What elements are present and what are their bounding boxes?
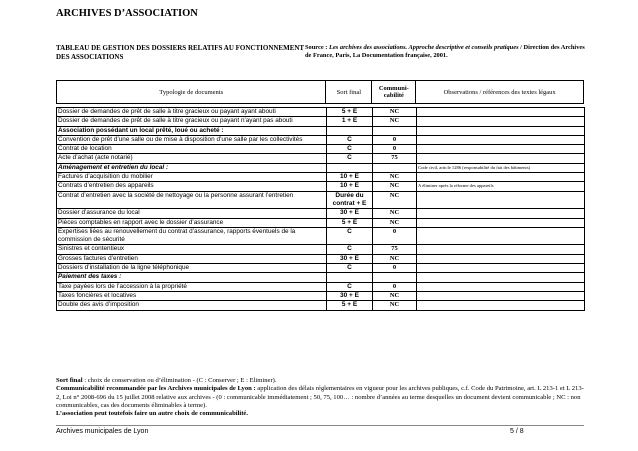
cell-observations xyxy=(417,254,585,263)
table-row xyxy=(57,145,585,154)
cell-communicabilite: 0 xyxy=(373,135,417,144)
cell-communicabilite: NC xyxy=(373,291,417,300)
notes xyxy=(56,377,584,418)
cell-communicabilite: NC xyxy=(373,254,417,263)
cell-observations: A éliminer après la réforme des appareils xyxy=(417,182,585,191)
note-communicabilite: Communicabilité recommandée par les Archives municipales de Lyon : application des délais réglementaires en vigueur pour les archives publiques, c.f. Code du Patrimoine, art. L 213-1 et L 213-2, Loi n° 2008-696 du 15 juillet 2008 relative aux archives - (0 : communicable immédiatement ; 50, 75, 100… : nombre d’années au terme desquelles un document devient communicable ; NC : non communicables, cas des documents éliminables à terme). xyxy=(56,385,584,409)
note-choice: L’association peut toutefois faire un autre choix de communicabilité. xyxy=(56,410,249,418)
header-typologie: Typologie de documents xyxy=(57,81,326,104)
cell-observations xyxy=(417,282,585,291)
cell-communicabilite: 75 xyxy=(373,154,417,163)
cell-sort: C xyxy=(327,264,373,273)
cell-typologie: Dossier de demandes de prêt de salle à titre gracieux ou payant n'ayant pas abouti xyxy=(57,117,327,126)
source-label: Source : xyxy=(305,44,328,51)
cell-typologie: Dossier d’assurance du local xyxy=(57,209,327,218)
source-reference xyxy=(305,44,590,61)
source-title: Les archives des associations. Approche descriptive et conseils pratiques xyxy=(329,44,519,51)
cell-sort xyxy=(327,126,373,135)
document-title: ARCHIVES D’ASSOCIATION xyxy=(56,8,198,19)
table-row xyxy=(57,135,585,144)
cell-sort: C xyxy=(327,154,373,163)
cell-typologie: Acte d’achat (acte notarié) xyxy=(57,154,327,163)
cell-observations xyxy=(417,173,585,182)
cell-communicabilite: NC xyxy=(373,218,417,227)
cell-sort: 10 + E xyxy=(327,173,373,182)
cell-communicabilite xyxy=(373,163,417,172)
cell-observations xyxy=(417,117,585,126)
table-row xyxy=(57,173,585,182)
cell-observations xyxy=(417,126,585,135)
cell-typologie: Double des avis d’imposition xyxy=(57,301,327,310)
table-row xyxy=(57,182,585,191)
cell-communicabilite: NC xyxy=(373,301,417,310)
cell-sort xyxy=(327,163,373,172)
cell-communicabilite xyxy=(373,126,417,135)
cell-communicabilite: NC xyxy=(373,117,417,126)
cell-communicabilite: 0 xyxy=(373,264,417,273)
cell-typologie: Taxe payées lors de l’accession à la propriété xyxy=(57,282,327,291)
cell-communicabilite: NC xyxy=(373,182,417,191)
table-header xyxy=(56,80,584,104)
cell-communicabilite xyxy=(373,273,417,282)
cell-communicabilite: 0 xyxy=(373,282,417,291)
table-row xyxy=(57,126,585,135)
cell-sort: Durée du contrat + E xyxy=(327,191,373,209)
cell-typologie: Taxes foncières et locatives xyxy=(57,291,327,300)
table-row xyxy=(57,273,585,282)
cell-typologie: Dossier de demandes de prêt de salle à titre gracieux ou payant ayant abouti xyxy=(57,108,327,117)
table-row xyxy=(57,291,585,300)
header-communicabilite: Communi-cabilité xyxy=(372,81,416,104)
cell-typologie: Expertises liées au renouvellement du contrat d’assurance, rapports éventuels de la commission de sécurité xyxy=(57,227,327,245)
table-row xyxy=(57,191,585,209)
records-table xyxy=(56,107,585,311)
table-row xyxy=(57,218,585,227)
cell-sort: 30 + E xyxy=(327,291,373,300)
cell-typologie: Pièces comptables en rapport avec le dossier d’assurance xyxy=(57,218,327,227)
cell-observations: Code civil, article 1286 (responsabilité du fait des bâtiments) xyxy=(417,163,585,172)
cell-observations xyxy=(417,227,585,245)
table-row xyxy=(57,245,585,254)
table-row xyxy=(57,264,585,273)
cell-communicabilite: NC xyxy=(373,191,417,209)
cell-communicabilite: NC xyxy=(373,209,417,218)
document-subtitle: TABLEAU DE GESTION DES DOSSIERS RELATIFS AU FONCTIONNEMENT DES ASSOCIATIONS xyxy=(56,44,304,62)
cell-sort: C xyxy=(327,135,373,144)
cell-sort xyxy=(327,273,373,282)
cell-sort: 5 + E xyxy=(327,218,373,227)
cell-observations xyxy=(417,291,585,300)
cell-observations xyxy=(417,108,585,117)
cell-observations xyxy=(417,191,585,209)
cell-communicabilite: 0 xyxy=(373,145,417,154)
cell-typologie: Contrat d’entretien avec la société de nettoyage ou la personne assurant l’entretien xyxy=(57,191,327,209)
cell-sort: 30 + E xyxy=(327,209,373,218)
cell-sort: C xyxy=(327,282,373,291)
table-row xyxy=(57,227,585,245)
cell-observations xyxy=(417,145,585,154)
table-row xyxy=(57,108,585,117)
cell-typologie: Association possédant un local prêté, loué ou acheté : xyxy=(57,126,327,135)
table-row xyxy=(57,301,585,310)
table-row xyxy=(57,154,585,163)
footer-organization: Archives municipales de Lyon xyxy=(56,428,149,435)
table-row xyxy=(57,117,585,126)
cell-observations xyxy=(417,264,585,273)
cell-typologie: Grosses factures d’entretien xyxy=(57,254,327,263)
page-number: 5 / 8 xyxy=(510,428,524,435)
cell-typologie: Contrats d’entretien des appareils xyxy=(57,182,327,191)
cell-observations xyxy=(417,209,585,218)
cell-communicabilite: 0 xyxy=(373,227,417,245)
cell-sort: 5 + E xyxy=(327,301,373,310)
cell-observations xyxy=(417,273,585,282)
cell-typologie: Convention de prêt d’une salle ou de mise à disposition d’une salle par les collectivités xyxy=(57,135,327,144)
header-sort: Sort final xyxy=(326,81,372,104)
cell-sort: C xyxy=(327,245,373,254)
cell-observations xyxy=(417,218,585,227)
cell-communicabilite: 75 xyxy=(373,245,417,254)
cell-sort: 5 + E xyxy=(327,108,373,117)
table-row xyxy=(57,282,585,291)
cell-observations xyxy=(417,135,585,144)
cell-observations xyxy=(417,245,585,254)
cell-communicabilite: NC xyxy=(373,108,417,117)
cell-observations xyxy=(417,301,585,310)
cell-observations xyxy=(417,154,585,163)
source-rest: / Direction des Archives de France, Paris, La Documentation française, 2001. xyxy=(305,44,585,60)
table-row xyxy=(57,254,585,263)
cell-typologie: Paiement des taxes : xyxy=(57,273,327,282)
cell-typologie: Sinistres et contentieux xyxy=(57,245,327,254)
cell-communicabilite: NC xyxy=(373,173,417,182)
cell-typologie: Aménagement et entretien du local : xyxy=(57,163,327,172)
cell-sort: 1 + E xyxy=(327,117,373,126)
cell-sort: 30 + E xyxy=(327,254,373,263)
table-row xyxy=(57,209,585,218)
header-observations: Observations / références des textes légaux xyxy=(416,81,584,104)
cell-sort: C xyxy=(327,227,373,245)
cell-typologie: Dossiers d’installation de la ligne téléphonique xyxy=(57,264,327,273)
cell-typologie: Contrat de location xyxy=(57,145,327,154)
note-sort-final: Sort final : choix de conservation ou d’élimination - (C : Conserver ; E : Eliminer). xyxy=(56,377,277,384)
cell-sort: 10 + E xyxy=(327,182,373,191)
table-row xyxy=(57,163,585,172)
cell-typologie: Factures d’acquisition du mobilier xyxy=(57,173,327,182)
footer-divider xyxy=(56,425,584,426)
cell-sort: C xyxy=(327,145,373,154)
